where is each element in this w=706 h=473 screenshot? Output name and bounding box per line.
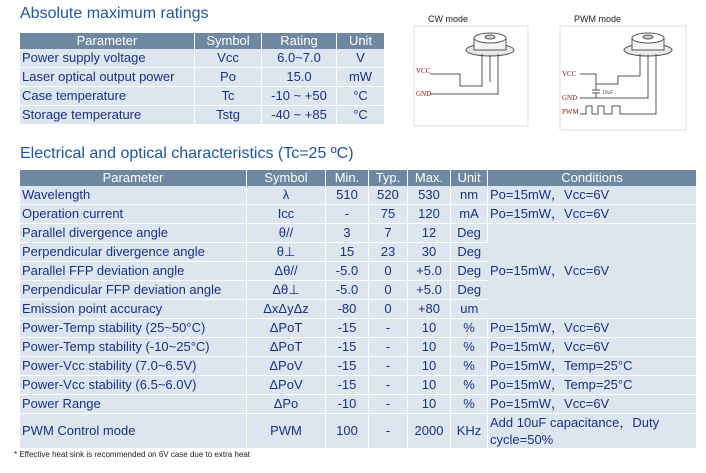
value-cell: 15.0 [262,68,337,87]
param-cell: Parallel FFP deviation angle [20,262,247,281]
param-cell: Power-Vcc stability (6.5~6.0V) [20,376,247,395]
table-row [20,106,384,125]
table-row [20,319,696,338]
value-cell: 510 [326,186,369,205]
value-cell: 15 [326,243,369,262]
cw-mode-title: CW mode [428,14,469,24]
cw-pin-vcc: VCC [416,67,431,75]
value-cell: 0 [369,281,408,300]
value-cell: 30 [408,243,451,262]
value-cell: - [326,205,369,224]
value-cell: -80 [326,300,369,319]
symbol-cell: PWM [247,414,326,449]
value-cell: -15 [326,319,369,338]
value-cell: 3 [326,224,369,243]
param-cell: PWM Control mode [20,414,247,449]
value-cell: -15 [326,357,369,376]
condition-cell: Po=15mW，Vcc=6V [488,205,697,224]
table-row [20,68,384,87]
param-cell: Storage temperature [20,106,195,125]
value-cell: 7 [369,224,408,243]
symbol-cell: θ// [247,224,326,243]
symbol-cell: λ [247,186,326,205]
value-cell: % [451,338,488,357]
table-row [20,338,696,357]
value-cell: Deg [451,281,488,300]
value-cell: 100 [326,414,369,449]
symbol-cell: θ⊥ [247,243,326,262]
value-cell: KHz [451,414,488,449]
value-cell: nm [451,186,488,205]
value-cell: 120 [408,205,451,224]
pwm-mode-diagram [558,8,688,133]
value-cell: 10 [408,338,451,357]
value-cell: - [369,395,408,414]
col-header: Typ. [369,170,408,186]
table-row [20,376,696,395]
value-cell: Deg [451,224,488,243]
value-cell: mA [451,205,488,224]
symbol-cell: ΔPoV [247,357,326,376]
symbol-cell: Δθ// [247,262,326,281]
value-cell: um [451,300,488,319]
value-cell: - [369,357,408,376]
value-cell: 0 [369,300,408,319]
electrical-characteristics-table [20,170,696,449]
value-cell: mW [337,68,385,87]
col-header: Parameter [20,33,195,49]
value-cell: -40 ~ +85 [262,106,337,125]
col-header: Symbol [195,33,262,49]
value-cell: - [369,338,408,357]
section-title-absolute-max: Absolute maximum ratings [20,5,209,22]
table-row [20,205,696,224]
value-cell: °C [337,87,385,106]
symbol-cell: Δθ⊥ [247,281,326,300]
absolute-max-table [20,33,384,125]
section-title-electrical: Electrical and optical characteristics (Tc=25 ºC) [20,145,354,162]
param-cell: Operation current [20,205,247,224]
value-cell: °C [337,106,385,125]
value-cell: 10 [408,357,451,376]
pwm-pin-pwm: PWM [562,108,579,116]
value-cell: 10 [408,376,451,395]
value-cell: Po [195,68,262,87]
table-row [20,414,696,449]
col-header: Parameter [20,170,247,186]
pwm-pin-vcc: VCC [562,70,577,78]
value-cell: - [369,414,408,449]
cw-mode-diagram [410,8,530,133]
value-cell: 10 [408,319,451,338]
value-cell: - [369,319,408,338]
condition-cell: Po=15mW，Vcc=6V [488,338,697,357]
param-cell: Power-Temp stability (-10~25°C) [20,338,247,357]
symbol-cell: Icc [247,205,326,224]
col-header: Max. [408,170,451,186]
cw-pin-gnd: GND [416,90,432,98]
footnote: * Effective heat sink is recommended on 6V case due to extra heat [14,450,250,459]
col-header: Min. [326,170,369,186]
condition-cell: Po=15mW，Vcc=6V [488,395,697,414]
value-cell: Deg [451,262,488,281]
param-cell: Perpendicular FFP deviation angle [20,281,247,300]
table-row [20,395,696,414]
condition-cell: Po=15mW，Temp=25°C [488,357,697,376]
value-cell: +80 [408,300,451,319]
value-cell: Tc [195,87,262,106]
col-header: Rating [262,33,337,49]
value-cell: 520 [369,186,408,205]
param-cell: Laser optical output power [20,68,195,87]
condition-cell: Po=15mW，Temp=25°C [488,376,697,395]
col-header: Unit [451,170,488,186]
pwm-wiring-icon [558,8,688,133]
symbol-cell: ΔxΔyΔz [247,300,326,319]
value-cell: V [337,49,385,68]
table-row [20,357,696,376]
value-cell: 23 [369,243,408,262]
value-cell: 10 [408,395,451,414]
symbol-cell: ΔPoT [247,319,326,338]
value-cell: 2000 [408,414,451,449]
condition-cell: Po=15mW，Vcc=6V [488,186,697,205]
param-cell: Case temperature [20,87,195,106]
value-cell: 530 [408,186,451,205]
table-row [20,49,384,68]
condition-cell: Po=15mW，Vcc=6V [488,319,697,338]
value-cell: % [451,376,488,395]
value-cell: +5.0 [408,281,451,300]
pwm-mode-title: PWM mode [574,14,622,24]
value-cell: -10 ~ +50 [262,87,337,106]
param-cell: Power supply voltage [20,49,195,68]
value-cell: -5.0 [326,262,369,281]
value-cell: Tstg [195,106,262,125]
param-cell: Power Range [20,395,247,414]
col-header: Conditions [488,170,697,186]
value-cell: Vcc [195,49,262,68]
symbol-cell: ΔPo [247,395,326,414]
capacitor-label: 10uF [602,90,614,96]
value-cell: -15 [326,338,369,357]
param-cell: Power-Vcc stability (7.0~6.5V) [20,357,247,376]
col-header: Unit [337,33,385,49]
value-cell: % [451,395,488,414]
value-cell: % [451,319,488,338]
value-cell: +5.0 [408,262,451,281]
col-header: Symbol [247,170,326,186]
table-row [20,224,696,243]
value-cell: -15 [326,376,369,395]
param-cell: Parallel divergence angle [20,224,247,243]
value-cell: Deg [451,243,488,262]
param-cell: Power-Temp stability (25~50°C) [20,319,247,338]
value-cell: 12 [408,224,451,243]
table-row [20,87,384,106]
value-cell: % [451,357,488,376]
value-cell: -5.0 [326,281,369,300]
symbol-cell: ΔPoV [247,376,326,395]
param-cell: Wavelength [20,186,247,205]
param-cell: Perpendicular divergence angle [20,243,247,262]
value-cell: 0 [369,262,408,281]
value-cell: 6.0~7.0 [262,49,337,68]
table-row [20,186,696,205]
cw-wiring-icon [410,8,530,133]
symbol-cell: ΔPoT [247,338,326,357]
pwm-pin-gnd: GND [562,94,578,102]
value-cell: -10 [326,395,369,414]
condition-cell: Po=15mW，Vcc=6V [488,224,697,319]
param-cell: Emission point accuracy [20,300,247,319]
value-cell: 75 [369,205,408,224]
value-cell: - [369,376,408,395]
condition-cell: Add 10uF capacitance，Duty cycle=50% [488,414,697,449]
